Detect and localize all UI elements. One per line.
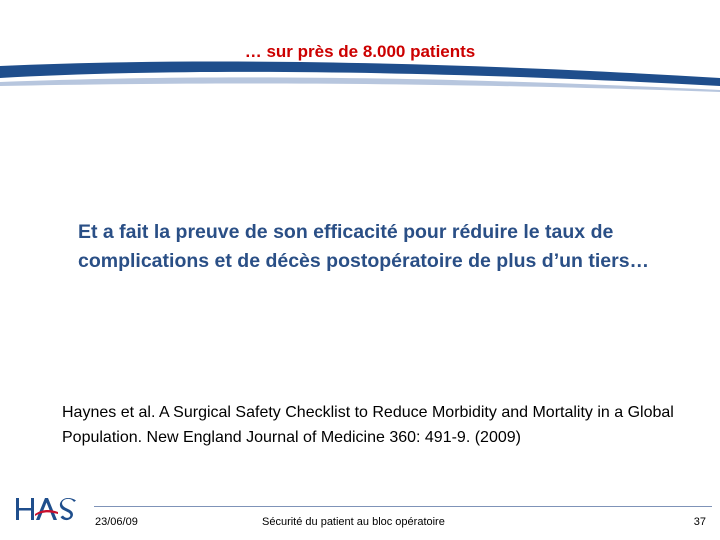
slide-title: … sur près de 8.000 patients <box>244 42 476 61</box>
footer-page-number: 37 <box>693 516 706 528</box>
header-swoosh <box>0 56 720 96</box>
footer-center-text: Sécurité du patient au bloc opératoire <box>262 516 445 528</box>
has-logo-icon <box>14 494 80 526</box>
slide-citation: Haynes et al. A Surgical Safety Checklist to Reduce Morbidity and Mortality in a Global Population. New England Journal of Medicine 360: 491-9. (2009) <box>62 404 674 446</box>
footer-divider <box>94 506 712 507</box>
footer-date: 23/06/09 <box>95 516 138 528</box>
slide-body-text: Et a fait la preuve de son efficacité pour réduire le taux de complications et de décès postopératoire de plus d’un tiers… <box>78 221 650 272</box>
